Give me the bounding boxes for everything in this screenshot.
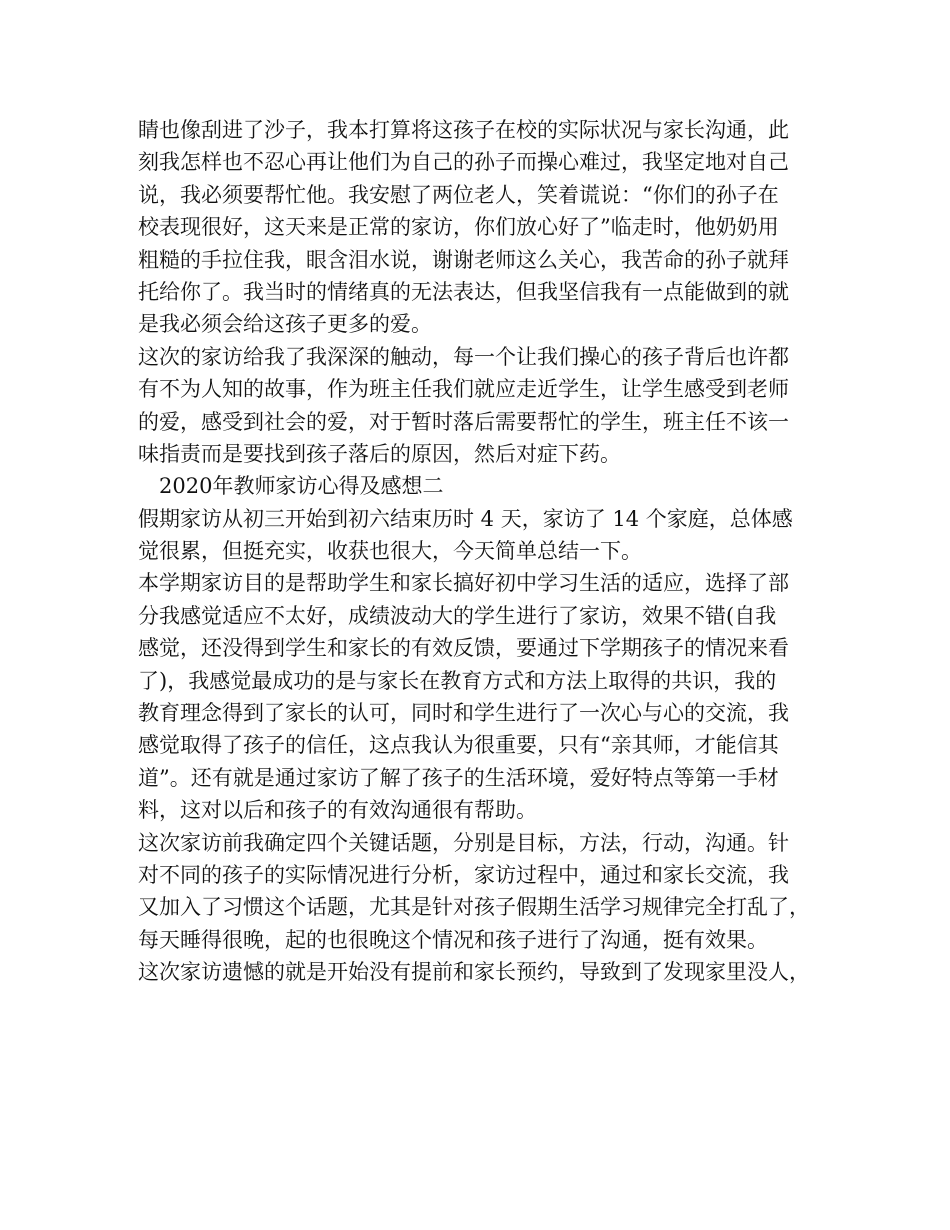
text-line: 分我感觉适应不太好，成绩波动大的学生进行了家访，效果不错(自我: [138, 603, 777, 628]
text-line: 感觉，还没得到学生和家长的有效反馈，要通过下学期孩子的情况来看: [138, 636, 789, 661]
text-line: 2020年教师家访心得及感想二: [159, 474, 444, 499]
text-line: 有不为人知的故事，作为班主任我们就应走近学生，让学生感受到老师: [138, 377, 789, 402]
text-line: 的爱，感受到社会的爱，对于暂时落后需要帮忙的学生，班主任不该一: [138, 409, 789, 434]
text-line: 感觉取得了孩子的信任，这点我认为很重要，只有“亲其师，才能信其: [138, 733, 779, 758]
paragraph: [138, 956, 818, 988]
text-line: 味指责而是要找到孩子落后的原因，然后对症下药。: [138, 441, 621, 466]
text-line: 这次的家访给我了我深深的触动，每一个让我们操心的孩子背后也许都: [138, 344, 789, 369]
text-line: 这次家访前我确定四个关键话题，分别是目标，方法，行动，沟通。针: [138, 830, 789, 855]
paragraph: [138, 114, 818, 341]
section-heading: [138, 470, 818, 502]
text-line: 说，我必须要帮忙他。我安慰了两位老人，笑着谎说：“你们的孙子在: [138, 182, 779, 207]
text-line: 粗糙的手拉住我，眼含泪水说，谢谢老师这么关心，我苦命的孙子就拜: [138, 247, 789, 272]
text-line: 本学期家访目的是帮助学生和家长搞好初中学习生活的适应，选择了部: [138, 571, 789, 596]
document-body: [138, 114, 818, 989]
text-line: 这次家访遗憾的就是开始没有提前和家长预约，导致到了发现家里没人，: [138, 960, 810, 985]
text-line: 料，这对以后和孩子的有效沟通很有帮助。: [138, 798, 537, 823]
text-line: 了)，我感觉最成功的是与家长在教育方式和方法上取得的共识，我的: [138, 668, 777, 693]
text-line: 又加入了习惯这个话题，尤其是针对孩子假期生活学习规律完全打乱了，: [138, 895, 810, 920]
text-line: 睛也像刮进了沙子，我本打算将这孩子在校的实际状况与家长沟通，此: [138, 118, 789, 142]
text-line: 刻我怎样也不忍心再让他们为自己的孙子而操心难过，我坚定地对自己: [138, 150, 789, 175]
text-line: 是我必须会给这孩子更多的爱。: [138, 312, 432, 337]
text-line: 托给你了。我当时的情绪真的无法表达，但我坚信我有一点能做到的就: [138, 279, 789, 304]
text-line: 假期家访从初三开始到初六结束历时 4 天，家访了 14 个家庭，总体感: [138, 506, 793, 531]
text-line: 道”。还有就是通过家访了解了孩子的生活环境，爱好特点等第一手材: [138, 765, 779, 790]
text-line: 每天睡得很晚，起的也很晚这个情况和孩子进行了沟通，挺有效果。: [138, 927, 768, 952]
paragraph: [138, 341, 818, 471]
paragraph: [138, 503, 818, 568]
text-line: 对不同的孩子的实际情况进行分析，家访过程中，通过和家长交流，我: [138, 862, 789, 887]
paragraph: [138, 567, 818, 826]
text-line: 校表现很好，这天来是正常的家访，你们放心好了”临走时，他奶奶用: [138, 215, 779, 240]
text-line: 教育理念得到了家长的认可，同时和学生进行了一次心与心的交流，我: [138, 701, 789, 726]
text-line: 觉很累，但挺充实，收获也很大，今天简单总结一下。: [138, 539, 642, 564]
paragraph: [138, 827, 818, 957]
